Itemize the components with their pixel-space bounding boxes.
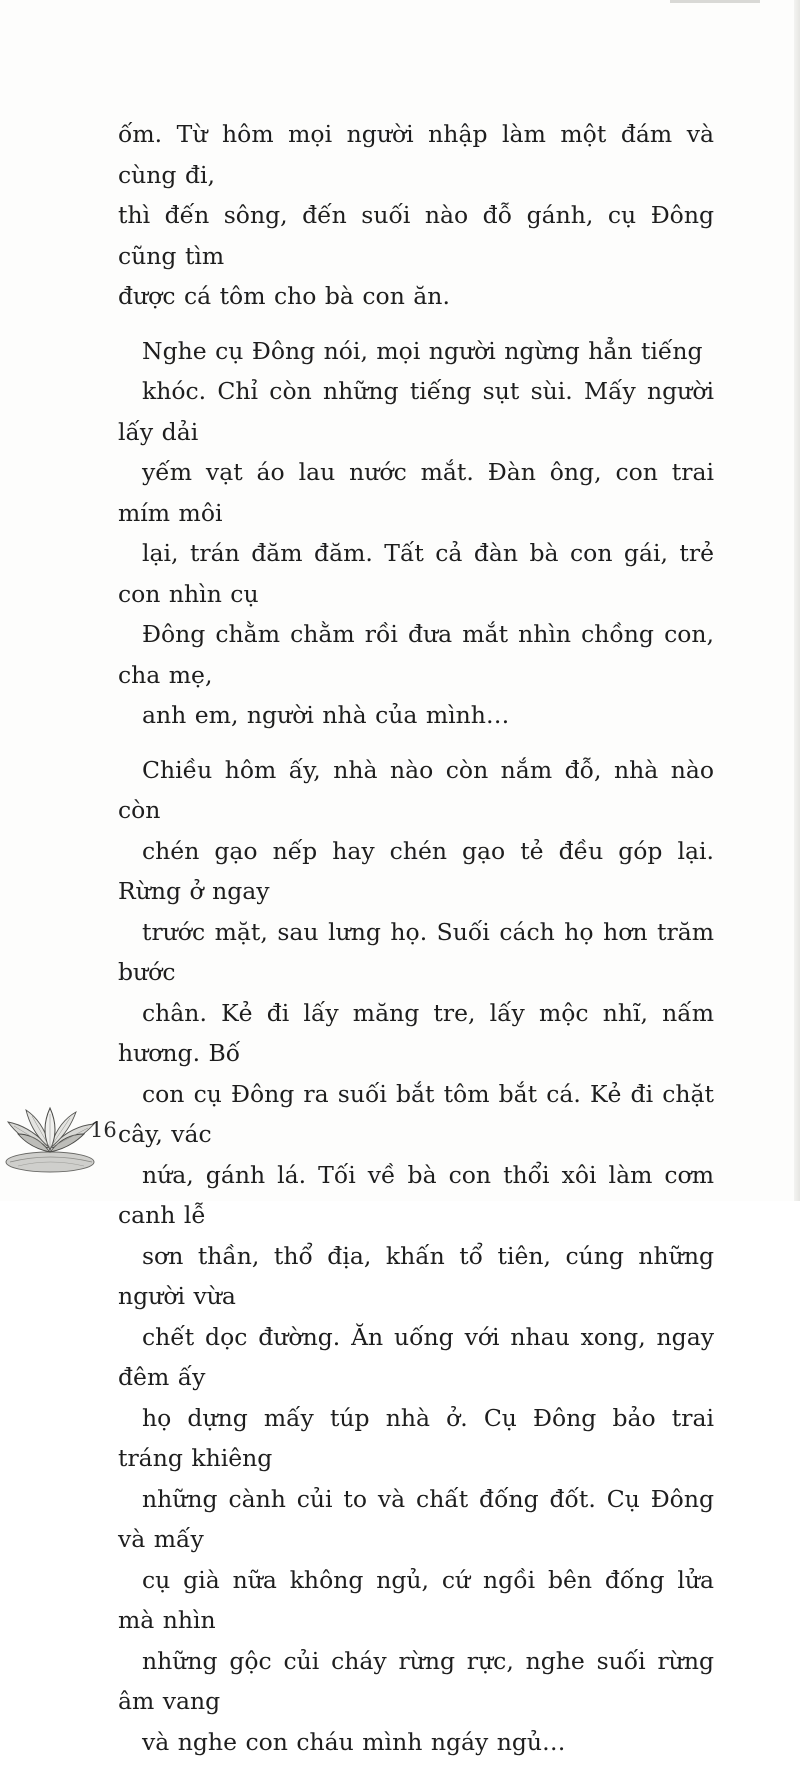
- paragraph-2: [118, 331, 714, 736]
- text-line: những gộc củi cháy rừng rực, nghe suối rừng âm vang: [118, 1646, 714, 1715]
- page-number: 16: [90, 1118, 117, 1142]
- text-line: thì đến sông, đến suối nào đỗ gánh, cụ Đông cũng tìm: [118, 201, 714, 270]
- text-line: anh em, người nhà của mình…: [142, 701, 510, 729]
- page-right-edge: [794, 0, 800, 1201]
- text-line: được cá tôm cho bà con ăn.: [118, 282, 450, 310]
- text-line: cụ già nữa không ngủ, cứ ngồi bên đống lửa mà nhìn: [118, 1565, 714, 1634]
- text-line: khóc. Chỉ còn những tiếng sụt sùi. Mấy người lấy dải: [118, 377, 714, 446]
- lotus-icon: [4, 1104, 100, 1176]
- text-line: chân. Kẻ đi lấy măng tre, lấy mộc nhĩ, nấm hương. Bố: [118, 998, 714, 1067]
- text-line: họ dựng mấy túp nhà ở. Cụ Đông bảo trai tráng khiêng: [118, 1403, 714, 1472]
- text-line: con cụ Đông ra suối bắt tôm bắt cá. Kẻ đi chặt cây, vác: [118, 1079, 714, 1148]
- page-footer: [0, 1100, 200, 1180]
- text-line: chết dọc đường. Ăn uống với nhau xong, ngay đêm ấy: [118, 1322, 714, 1391]
- paragraph-1: [118, 114, 714, 317]
- paragraph-3: [118, 750, 714, 1763]
- text-line: và nghe con cháu mình ngáy ngủ…: [142, 1727, 566, 1756]
- text-line: trước mặt, sau lưng họ. Suối cách họ hơn trăm bước: [118, 917, 714, 986]
- text-line: sơn thần, thổ địa, khấn tổ tiên, cúng những người vừa: [118, 1241, 714, 1310]
- text-line: Chiều hôm ấy, nhà nào còn nắm đỗ, nhà nào còn: [118, 755, 714, 824]
- text-line: yếm vạt áo lau nước mắt. Đàn ông, con trai mím môi: [118, 458, 714, 527]
- text-line: ốm. Từ hôm mọi người nhập làm một đám và cùng đi,: [118, 120, 714, 189]
- page-top-edge: [670, 0, 760, 3]
- body-text: [118, 114, 714, 1776]
- text-line: lại, trán đăm đăm. Tất cả đàn bà con gái, trẻ con nhìn cụ: [118, 539, 714, 608]
- text-line: nứa, gánh lá. Tối về bà con thổi xôi làm cơm canh lễ: [118, 1160, 714, 1229]
- text-line: Nghe cụ Đông nói, mọi người ngừng hẳn tiếng: [142, 336, 703, 365]
- text-line: Đông chằm chằm rồi đưa mắt nhìn chồng con, cha mẹ,: [118, 620, 714, 689]
- text-line: chén gạo nếp hay chén gạo tẻ đều góp lại. Rừng ở ngay: [118, 836, 714, 905]
- text-line: những cành củi to và chất đống đốt. Cụ Đông và mấy: [118, 1484, 714, 1553]
